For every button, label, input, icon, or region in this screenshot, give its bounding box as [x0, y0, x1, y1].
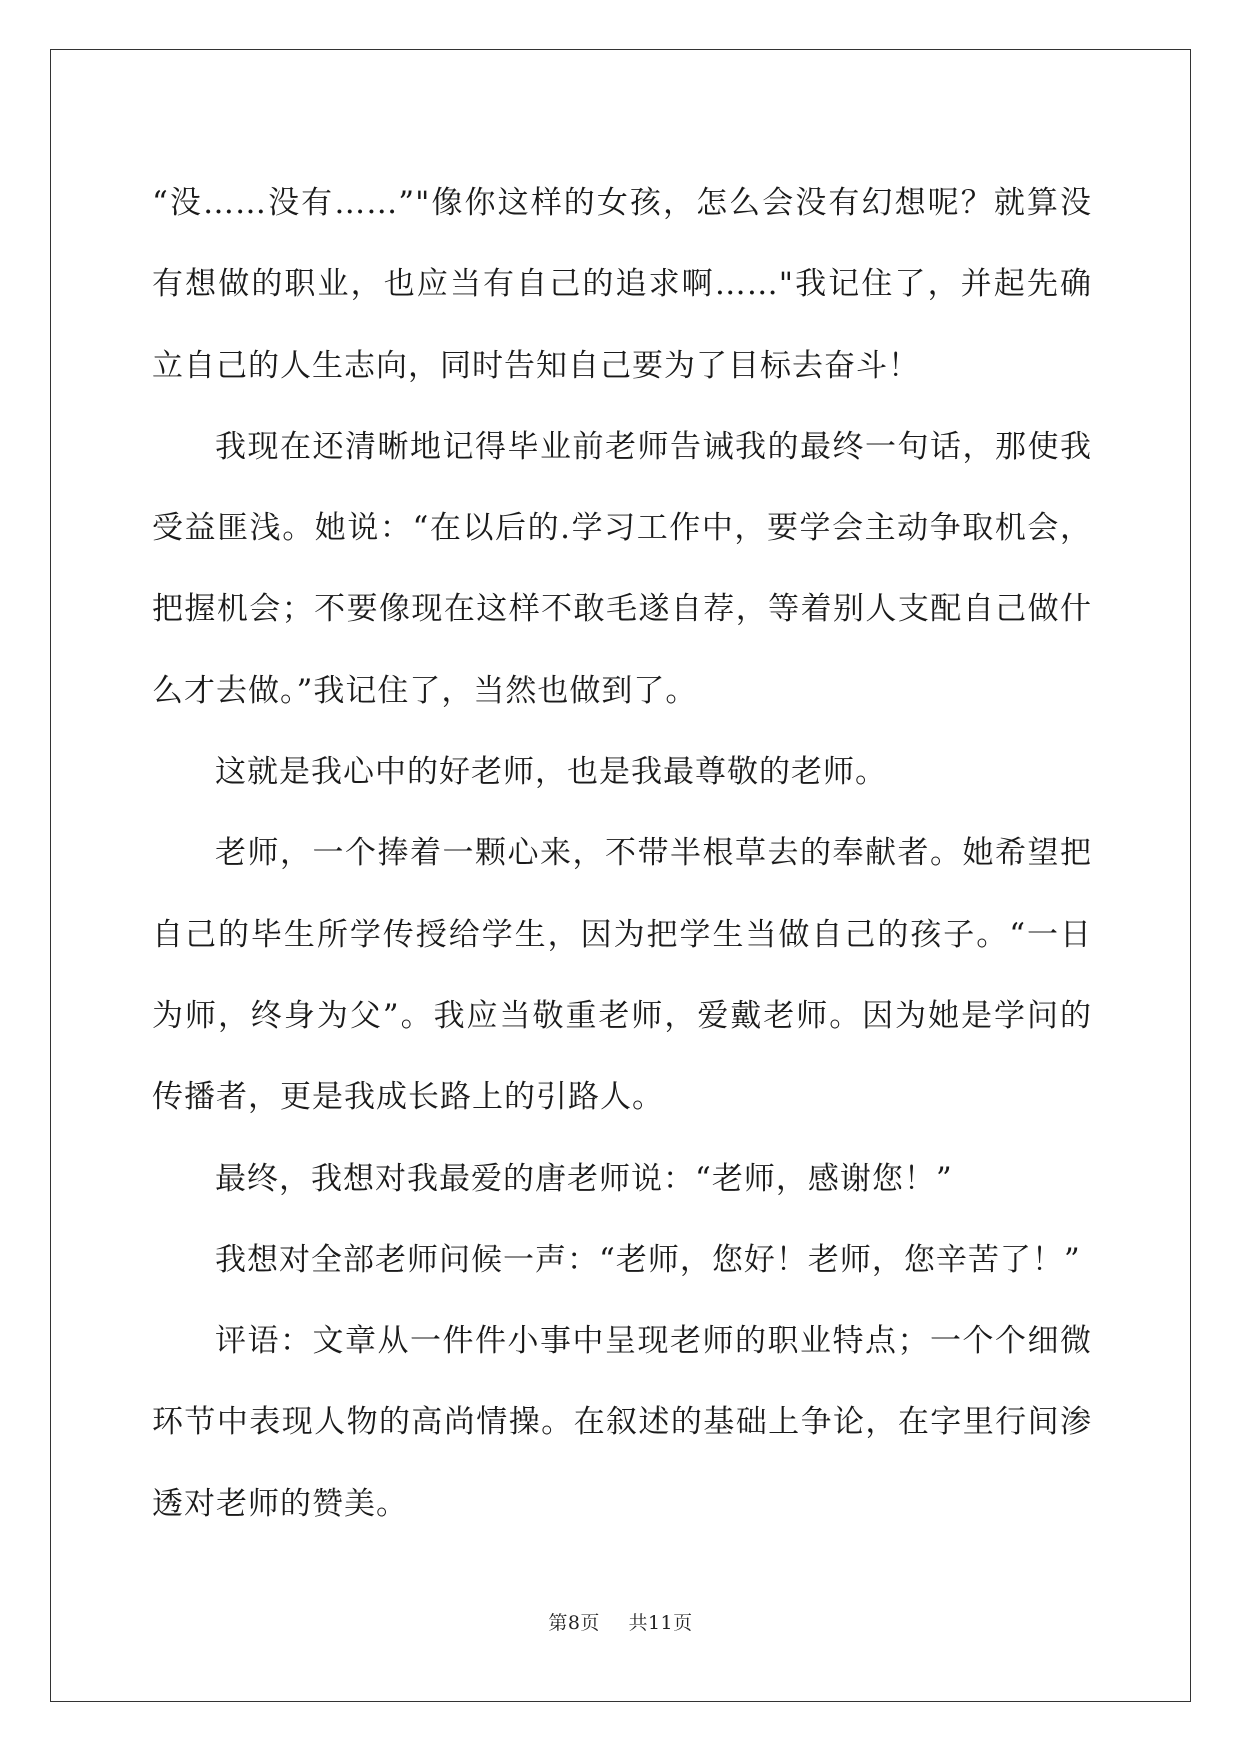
paragraph: 评语：文章从一件件小事中呈现老师的职业特点；一个个细微环节中表现人物的高尚情操。在叙述的基础上争论，在字里行间渗透对老师的赞美。	[152, 1323, 1092, 1522]
paragraph: 最终，我想对我最爱的唐老师说：“老师，感谢您！”	[215, 1160, 953, 1197]
paragraph: 我想对全部老师问候一声：“老师，您好！老师，您辛苦了！”	[215, 1241, 1081, 1278]
paragraph: 老师，一个捧着一颗心来，不带半根草去的奉献者。她希望把自己的毕生所学传授给学生，因为把学生当做自己的孩子。“一日为师，终身为父”。我应当敬重老师，爱戴老师。因为她是学问的传播者，更是我成长路上的引路人。	[152, 835, 1092, 1116]
page-footer	[0, 1608, 1241, 1635]
page-number-total: 共11页	[628, 1612, 693, 1634]
document-body	[152, 163, 1092, 1545]
page-number-current: 第8页	[548, 1612, 600, 1634]
paragraph: “没……没有……”"像你这样的女孩，怎么会没有幻想呢？就算没有想做的职业，也应当有自己的追求啊……"我记住了，并起先确立自己的人生志向，同时告知自己要为了目标去奋斗！	[152, 185, 1092, 384]
paragraph: 这就是我心中的好老师，也是我最尊敬的老师。	[215, 754, 887, 791]
paragraph: 我现在还清晰地记得毕业前老师告诫我的最终一句话，那使我受益匪浅。她说：“在以后的.学习工作中，要学会主动争取机会，把握机会；不要像现在这样不敢毛遂自荐，等着别人支配自己做什么才去做。”我记住了，当然也做到了。	[152, 428, 1092, 709]
